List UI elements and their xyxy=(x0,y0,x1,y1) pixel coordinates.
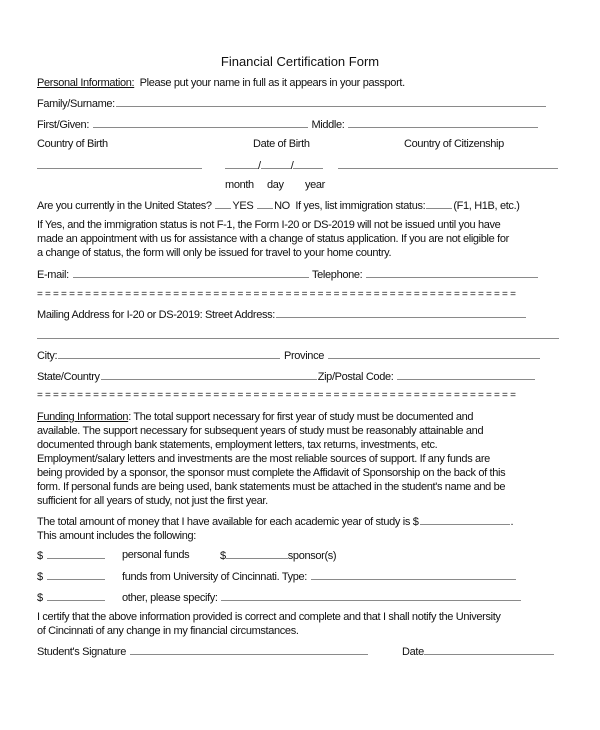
mailing-label: Mailing Address for I-20 or DS-2019: Street Address: xyxy=(37,309,275,321)
notice-line: a change of status, the form will only be issued for travel to your home country. xyxy=(37,247,392,259)
other-group xyxy=(122,590,522,605)
contact-row xyxy=(37,267,539,282)
funding-heading: Funding Information xyxy=(37,411,129,423)
dollar-uc-row xyxy=(37,569,106,584)
slash: / xyxy=(290,160,294,172)
certify-paragraph xyxy=(37,610,501,638)
status-hint: (F1, H1B, etc.) xyxy=(453,200,520,212)
zip-field[interactable] xyxy=(397,369,535,380)
in-us-question: Are you currently in the United States? xyxy=(37,200,212,212)
street-field-2[interactable] xyxy=(37,328,559,339)
province-label: Province xyxy=(283,350,324,362)
personal-heading: Personal Information: xyxy=(37,77,135,89)
no-label: NO xyxy=(274,200,290,212)
citizenship-label: Country of Citizenship xyxy=(404,138,504,150)
dollar-sign: $ xyxy=(37,571,43,583)
dob-fields xyxy=(225,158,323,173)
personal-info-line xyxy=(37,76,405,90)
total-label: The total amount of money that I have available for each academic year of study is $ xyxy=(37,516,419,528)
funding-line: documented through bank statements, employment letters, tax returns, investments, etc. xyxy=(37,439,438,451)
total-row xyxy=(37,514,513,543)
signature-label: Student's Signature xyxy=(37,646,127,658)
uc-type-field[interactable] xyxy=(311,569,516,580)
sponsor-group xyxy=(220,548,336,563)
country-birth-label: Country of Birth xyxy=(37,138,108,150)
street-field[interactable] xyxy=(276,307,526,318)
certify-line: of Cincinnati of any change in my financial circumstances. xyxy=(37,625,299,637)
funding-line: available. The support necessary for subsequent years of study must be reasonably attainable and xyxy=(37,425,484,437)
no-field[interactable] xyxy=(257,198,273,209)
first-label: First/Given: xyxy=(37,119,90,131)
yes-label: YES xyxy=(232,200,254,212)
other-label: other, please specify: xyxy=(122,592,218,604)
city-row xyxy=(37,348,541,363)
dob-month-field[interactable] xyxy=(225,158,258,169)
separator: = = = = = = = = = = = = = = = = = = = = = = = = = = = = = = = = = = = = = = = = = = = = = = = = = = = = = = = = = = = = xyxy=(37,289,516,300)
month-label: month xyxy=(225,179,254,191)
notice-paragraph xyxy=(37,218,509,260)
status-field[interactable] xyxy=(426,198,452,209)
certify-line: I certify that the above information provided is correct and complete and that I shall notify the University xyxy=(37,611,501,623)
notice-line: made an appointment with us for assistance with a change of status application. If you are not eligible for xyxy=(37,233,509,245)
status-label: If yes, list immigration status: xyxy=(295,200,426,212)
dollar-sign: $ xyxy=(220,550,226,562)
funding-paragraph xyxy=(37,410,505,508)
citizenship-field[interactable] xyxy=(338,158,558,169)
yes-field[interactable] xyxy=(215,198,231,209)
middle-label: Middle: xyxy=(311,119,345,131)
separator: = = = = = = = = = = = = = = = = = = = = = = = = = = = = = = = = = = = = = = = = = = = = = = = = = = = = = = = = = = = = xyxy=(37,390,516,401)
year-label: year xyxy=(305,179,325,191)
includes-label: This amount includes the following: xyxy=(37,530,196,542)
dollar-sign: $ xyxy=(37,592,43,604)
state-label: State/Country xyxy=(37,371,100,383)
zip-label: Zip/Postal Code: xyxy=(317,371,394,383)
total-field[interactable] xyxy=(420,514,510,525)
other-funds-field[interactable] xyxy=(47,590,105,601)
dollar-personal-row xyxy=(37,548,106,563)
dollar-sign: $ xyxy=(37,550,43,562)
funding-line: being provided by a sponsor, the sponsor must complete the Affidavit of Sponsorship on the back of this xyxy=(37,467,506,479)
first-field[interactable] xyxy=(93,117,308,128)
family-row xyxy=(37,96,547,111)
dob-year-field[interactable] xyxy=(293,158,323,169)
sponsor-field[interactable] xyxy=(226,548,288,559)
other-specify-field[interactable] xyxy=(221,590,521,601)
personal-funds-field[interactable] xyxy=(47,548,105,559)
family-label: Family/Surname: xyxy=(37,98,115,110)
signature-row xyxy=(37,644,369,659)
date-group xyxy=(402,644,554,659)
period: . xyxy=(510,516,514,528)
date-field[interactable] xyxy=(424,644,554,655)
funding-line: : The total support necessary for first year of study must be documented and xyxy=(128,411,474,423)
signature-field[interactable] xyxy=(130,644,368,655)
state-row xyxy=(37,369,536,384)
uc-funds-label: funds from University of Cincinnati. Type: xyxy=(122,571,308,583)
day-label: day xyxy=(267,179,284,191)
telephone-field[interactable] xyxy=(366,267,538,278)
city-field[interactable] xyxy=(58,348,280,359)
country-birth-field[interactable] xyxy=(37,158,202,169)
state-field[interactable] xyxy=(101,369,317,380)
notice-line: If Yes, and the immigration status is not F-1, the Form I-20 or DS-2019 will not be issued until you have xyxy=(37,219,501,231)
middle-field[interactable] xyxy=(348,117,538,128)
email-field[interactable] xyxy=(73,267,309,278)
slash: / xyxy=(258,160,261,172)
date-label: Date xyxy=(402,646,424,658)
uc-funds-field[interactable] xyxy=(47,569,105,580)
family-field[interactable] xyxy=(116,96,546,107)
sponsor-label: sponsor(s) xyxy=(287,550,337,562)
in-us-row xyxy=(37,198,520,213)
dollar-other-row xyxy=(37,590,106,605)
personal-instruction: Please put your name in full as it appears in your passport. xyxy=(139,77,405,89)
uc-funds-group xyxy=(122,569,517,584)
dob-day-field[interactable] xyxy=(261,158,291,169)
city-label: City: xyxy=(37,350,58,362)
mailing-row xyxy=(37,307,527,322)
funding-line: Employment/salary letters and investments are the most reliable sources of support. If any funds are xyxy=(37,453,490,465)
personal-funds-label: personal funds xyxy=(122,549,190,561)
funding-line: form. If personal funds are being used, bank statements must be attached in the student's name and be xyxy=(37,481,506,493)
province-field[interactable] xyxy=(328,348,540,359)
form-title: Financial Certification Form xyxy=(220,54,380,69)
dob-label: Date of Birth xyxy=(253,138,310,150)
telephone-label: Telephone: xyxy=(312,269,363,281)
funding-line: sufficient for all years of study, not just the first year. xyxy=(37,495,268,507)
first-row xyxy=(37,117,539,132)
email-label: E-mail: xyxy=(37,269,69,281)
